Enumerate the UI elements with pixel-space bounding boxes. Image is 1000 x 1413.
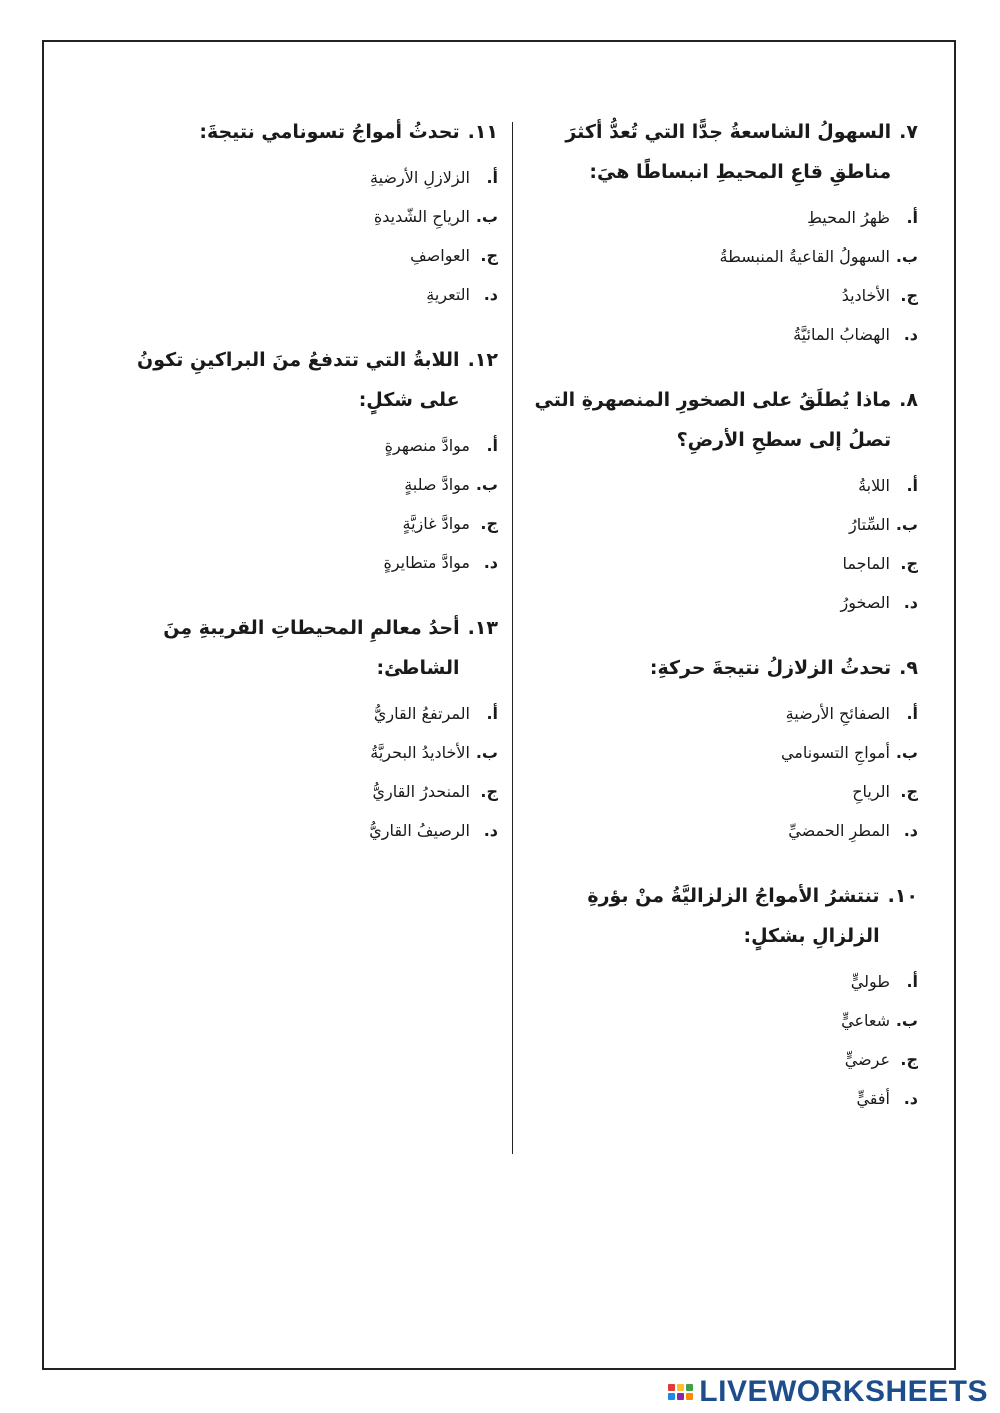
- option-letter: ب.: [895, 743, 918, 762]
- option-text: موادَّ غازيَّةٍ: [402, 514, 470, 533]
- option-text: المنحدرُ القاريُّ: [372, 782, 470, 801]
- option-text: طوليٍّ: [850, 972, 890, 991]
- option-letter: د.: [483, 821, 498, 840]
- option-text: شعاعيٍّ: [841, 1011, 890, 1030]
- option-letter: ج.: [480, 246, 498, 265]
- option-letter: ب.: [475, 207, 498, 226]
- answer-option[interactable]: [98, 158, 498, 197]
- answer-option[interactable]: [518, 811, 918, 850]
- option-text: العواصفِ: [410, 246, 470, 265]
- question: [518, 112, 918, 354]
- question-title: [98, 340, 498, 420]
- option-text: الصفائحِ الأرضيةِ: [785, 704, 890, 723]
- option-letter: د.: [903, 593, 918, 612]
- option-text: أفقيٍّ: [856, 1089, 890, 1108]
- answer-option[interactable]: [518, 733, 918, 772]
- question-text: أحدُ معالمِ المحيطاتِ القريبةِ مِنَ الشاطئ:: [163, 617, 460, 679]
- option-text: الصخورُ: [840, 593, 890, 612]
- option-letter: أ.: [486, 704, 498, 723]
- question-title: [518, 112, 918, 192]
- option-letter: ج.: [480, 514, 498, 533]
- question-title: [518, 648, 918, 688]
- option-letter: أ.: [906, 208, 918, 227]
- question-title: [98, 608, 498, 688]
- question: [98, 112, 498, 314]
- answer-option[interactable]: [518, 962, 918, 1001]
- question-number: ٩.: [899, 657, 918, 679]
- option-letter: ب.: [475, 743, 498, 762]
- answer-option[interactable]: [518, 694, 918, 733]
- option-text: الزلازلِ الأرضيةِ: [370, 168, 470, 187]
- answer-option[interactable]: [98, 772, 498, 811]
- option-text: موادَّ متطايرةٍ: [383, 553, 470, 572]
- question-number: ١٠.: [887, 885, 918, 907]
- answer-option[interactable]: [98, 694, 498, 733]
- options-list: [518, 962, 918, 1118]
- option-text: أمواجِ التسونامي: [780, 743, 890, 762]
- answer-option[interactable]: [518, 237, 918, 276]
- question-number: ١٣.: [467, 617, 498, 639]
- logo-square: [686, 1393, 693, 1400]
- question-text: تنتشرُ الأمواجُ الزلزاليَّةُ منْ بؤرةِ الزلزالِ بشكلٍ:: [587, 885, 880, 947]
- option-text: التعريةِ: [426, 285, 470, 304]
- option-letter: ب.: [895, 1011, 918, 1030]
- option-text: السهولُ القاعيةُ المنبسطةُ: [719, 247, 890, 266]
- answer-option[interactable]: [518, 772, 918, 811]
- question-number: ٨.: [899, 389, 918, 411]
- answer-option[interactable]: [518, 198, 918, 237]
- logo-square: [668, 1384, 675, 1391]
- option-text: موادَّ منصهرةٍ: [384, 436, 470, 455]
- answer-option[interactable]: [98, 275, 498, 314]
- answer-option[interactable]: [518, 505, 918, 544]
- question-text: تحدثُ الزلازلُ نتيجةَ حركةِ:: [649, 657, 892, 679]
- option-letter: د.: [483, 285, 498, 304]
- option-letter: ج.: [900, 1050, 918, 1069]
- options-list: [518, 198, 918, 354]
- option-text: ظهرُ المحيطِ: [807, 208, 890, 227]
- options-list: [98, 426, 498, 582]
- liveworksheets-logo-icon: [668, 1384, 693, 1400]
- option-letter: ب.: [475, 475, 498, 494]
- answer-option[interactable]: [518, 1001, 918, 1040]
- option-letter: أ.: [906, 476, 918, 495]
- option-text: الرصيفُ القاريُّ: [369, 821, 470, 840]
- column-divider: [512, 122, 513, 1154]
- option-letter: ج.: [480, 782, 498, 801]
- option-text: المرتفعُ القاريُّ: [373, 704, 470, 723]
- answer-option[interactable]: [518, 466, 918, 505]
- question-text: تحدثُ أمواجُ تسونامي نتيجةَ:: [199, 121, 460, 143]
- options-list: [98, 158, 498, 314]
- option-letter: أ.: [906, 704, 918, 723]
- option-text: اللابةُ: [858, 476, 890, 495]
- option-text: الأخاديدُ البحريَّةُ: [370, 743, 470, 762]
- question-number: ١٢.: [467, 349, 498, 371]
- answer-option[interactable]: [98, 811, 498, 850]
- question-text: ماذا يُطلَقُ على الصخورِ المنصهرةِ التي تصلُ إلى سطحِ الأرضِ؟: [534, 389, 892, 451]
- question-text: السهولُ الشاسعةُ جدًّا التي تُعدُّ أكثرَ مناطقِ قاعِ المحيطِ انبساطًا هيَ:: [565, 121, 892, 183]
- option-letter: ب.: [895, 247, 918, 266]
- answer-option[interactable]: [518, 276, 918, 315]
- option-letter: د.: [903, 325, 918, 344]
- option-letter: د.: [903, 821, 918, 840]
- footer-brand: [668, 1375, 988, 1409]
- answer-option[interactable]: [518, 583, 918, 622]
- answer-option[interactable]: [98, 465, 498, 504]
- option-text: الرياحِ: [852, 782, 890, 801]
- brand-name: LIVEWORKSHEETS: [699, 1375, 988, 1408]
- logo-square: [668, 1393, 675, 1400]
- question-title: [98, 112, 498, 152]
- question: [98, 608, 498, 850]
- options-list: [98, 694, 498, 850]
- answer-option[interactable]: [98, 543, 498, 582]
- answer-option[interactable]: [518, 1079, 918, 1118]
- question: [518, 380, 918, 622]
- answer-option[interactable]: [98, 504, 498, 543]
- option-letter: د.: [483, 553, 498, 572]
- logo-square: [677, 1384, 684, 1391]
- option-text: الماجما: [842, 554, 890, 573]
- option-letter: أ.: [486, 168, 498, 187]
- question: [98, 340, 498, 582]
- option-text: عرضيٍّ: [844, 1050, 890, 1069]
- option-text: الهضابُ المائيَّةُ: [793, 325, 890, 344]
- answer-option[interactable]: [518, 315, 918, 354]
- answer-option[interactable]: [98, 197, 498, 236]
- answer-option[interactable]: [518, 544, 918, 583]
- right-column: [518, 112, 918, 1118]
- option-text: المطرِ الحمضيِّ: [788, 821, 890, 840]
- option-text: الأخاديدُ: [841, 286, 890, 305]
- answer-option[interactable]: [518, 1040, 918, 1079]
- options-list: [518, 694, 918, 850]
- option-letter: د.: [903, 1089, 918, 1108]
- question: [518, 876, 918, 1118]
- answer-option[interactable]: [98, 236, 498, 275]
- option-letter: أ.: [486, 436, 498, 455]
- options-list: [518, 466, 918, 622]
- option-letter: ج.: [900, 554, 918, 573]
- logo-square: [677, 1393, 684, 1400]
- option-text: السِّتارُ: [848, 515, 890, 534]
- option-text: موادَّ صلبةٍ: [404, 475, 470, 494]
- question-number: ٧.: [899, 121, 918, 143]
- option-letter: ب.: [895, 515, 918, 534]
- question-title: [518, 876, 918, 956]
- logo-square: [686, 1384, 693, 1391]
- option-letter: ج.: [900, 782, 918, 801]
- question-title: [518, 380, 918, 460]
- option-letter: ج.: [900, 286, 918, 305]
- question-text: اللابةُ التي تتدفعُ منَ البراكينِ تكونُ على شكلٍ:: [137, 349, 460, 411]
- answer-option[interactable]: [98, 426, 498, 465]
- option-text: الرياحِ الشّديدةِ: [373, 207, 470, 226]
- answer-option[interactable]: [98, 733, 498, 772]
- question-number: ١١.: [467, 121, 498, 143]
- question: [518, 648, 918, 850]
- option-letter: أ.: [906, 972, 918, 991]
- left-column: [98, 112, 498, 850]
